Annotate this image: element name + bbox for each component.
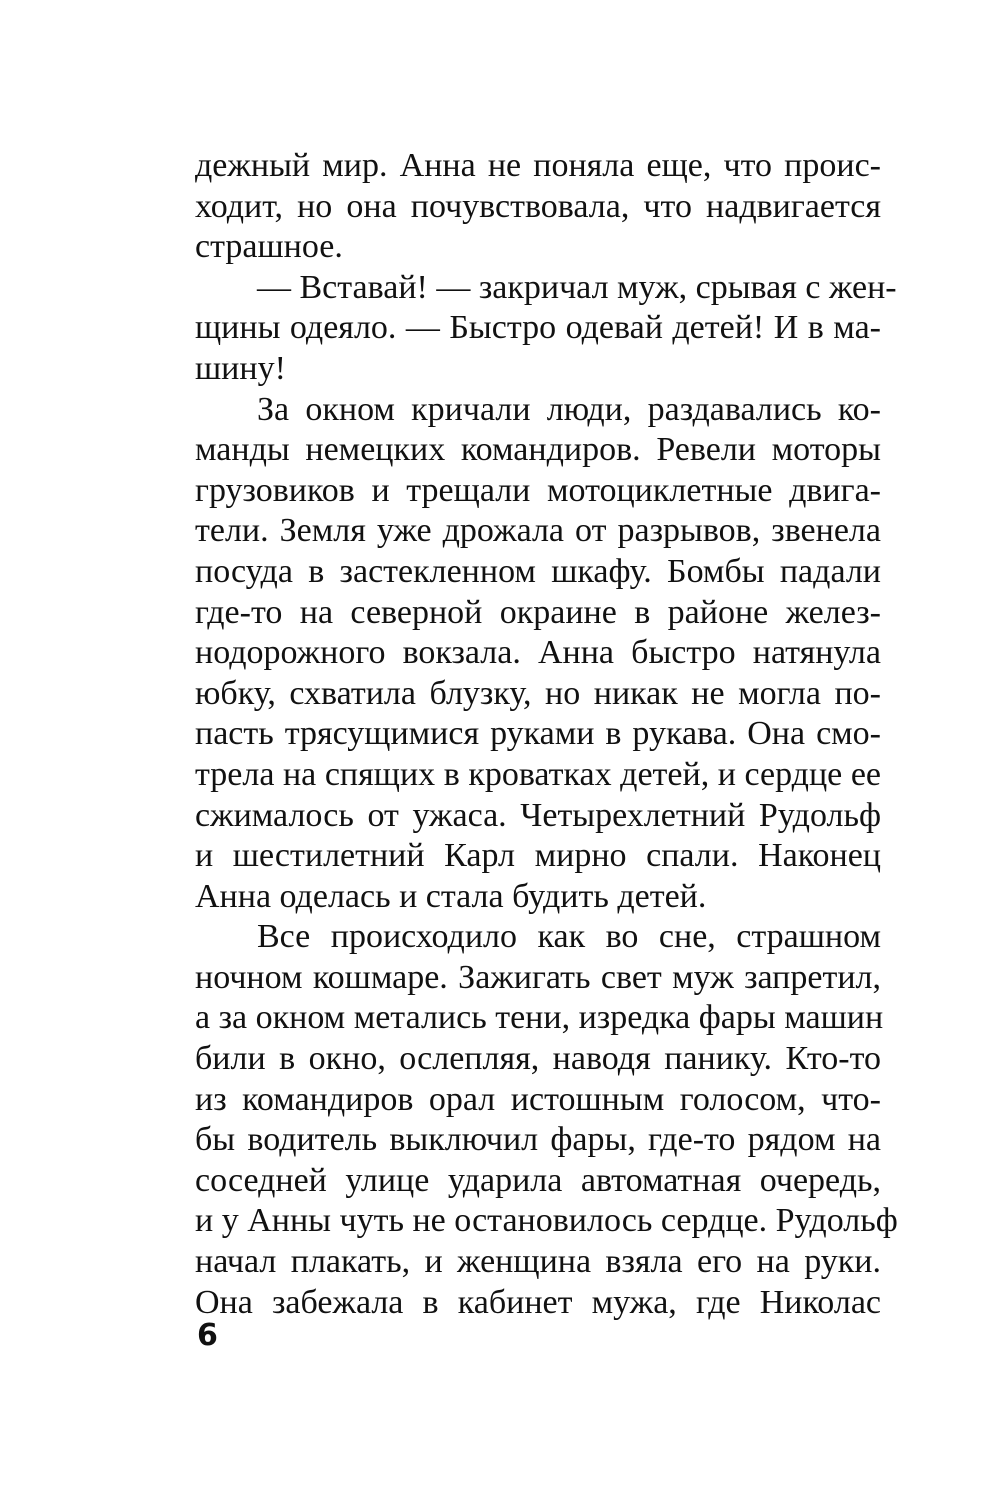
paragraph bbox=[195, 146, 881, 268]
text-line: трела на спящих в кроватках детей, и сердце ее bbox=[195, 755, 881, 793]
text-line: манды немецких командиров. Ревели моторы bbox=[195, 431, 881, 469]
text-line: юбку, схватила блузку, но никак не могла по- bbox=[195, 674, 881, 712]
text-line: ходит, но она почувствовала, что надвигается bbox=[195, 187, 881, 225]
text-line: тели. Земля уже дрожала от разрывов, звенела bbox=[195, 512, 881, 550]
paragraph bbox=[195, 917, 898, 1323]
text-line: дежный мир. Анна не поняла еще, что проис- bbox=[195, 147, 881, 184]
text-line: пасть трясущимися руками в рукава. Она смо- bbox=[195, 715, 881, 753]
text-line: начал плакать, и женщина взяла его на руки. bbox=[195, 1243, 881, 1281]
text-line: Все происходило как во сне, страшном bbox=[257, 918, 881, 956]
text-line: грузовиков и трещали мотоциклетные двига- bbox=[195, 471, 881, 509]
text-line: посуда в застекленном шкафу. Бомбы падали bbox=[195, 552, 881, 590]
text-line: соседней улице ударила автоматная очередь, bbox=[195, 1161, 881, 1199]
text-line: бы водитель выключил фары, где-то рядом на bbox=[195, 1121, 881, 1159]
body-text bbox=[195, 146, 898, 1323]
text-line: щины одеяло. — Быстро одевай детей! И в ма- bbox=[195, 309, 881, 347]
text-line: и шестилетний Карл мирно спали. Наконец bbox=[195, 837, 881, 875]
text-line: сжималось от ужаса. Четырехлетний Рудольф bbox=[195, 796, 881, 834]
paragraph bbox=[195, 268, 897, 390]
paragraph bbox=[195, 390, 881, 918]
text-line: а за окном метались тени, изредка фары машин bbox=[195, 999, 884, 1037]
text-line: Анна оделась и стала будить детей. bbox=[195, 877, 707, 915]
text-line: страшное. bbox=[195, 228, 343, 266]
text-line: шину! bbox=[195, 349, 286, 387]
text-line: и у Анны чуть не остановилось сердце. Рудольф bbox=[195, 1202, 898, 1240]
text-line: — Вставай! — закричал муж, срывая с жен- bbox=[257, 268, 897, 306]
text-line: ночном кошмаре. Зажигать свет муж запретил, bbox=[195, 958, 881, 996]
text-line: За окном кричали люди, раздавались ко- bbox=[257, 390, 881, 428]
text-line: били в окно, ослепляя, наводя панику. Кто-то bbox=[195, 1040, 881, 1078]
text-line: нодорожного вокзала. Анна быстро натянула bbox=[195, 634, 881, 672]
text-line: из командиров орал истошным голосом, что- bbox=[195, 1080, 881, 1118]
text-line: Она забежала в кабинет мужа, где Николас bbox=[195, 1283, 881, 1321]
text-line: где-то на северной окраине в районе желез- bbox=[195, 593, 881, 631]
page-number: 6 bbox=[197, 1318, 218, 1353]
